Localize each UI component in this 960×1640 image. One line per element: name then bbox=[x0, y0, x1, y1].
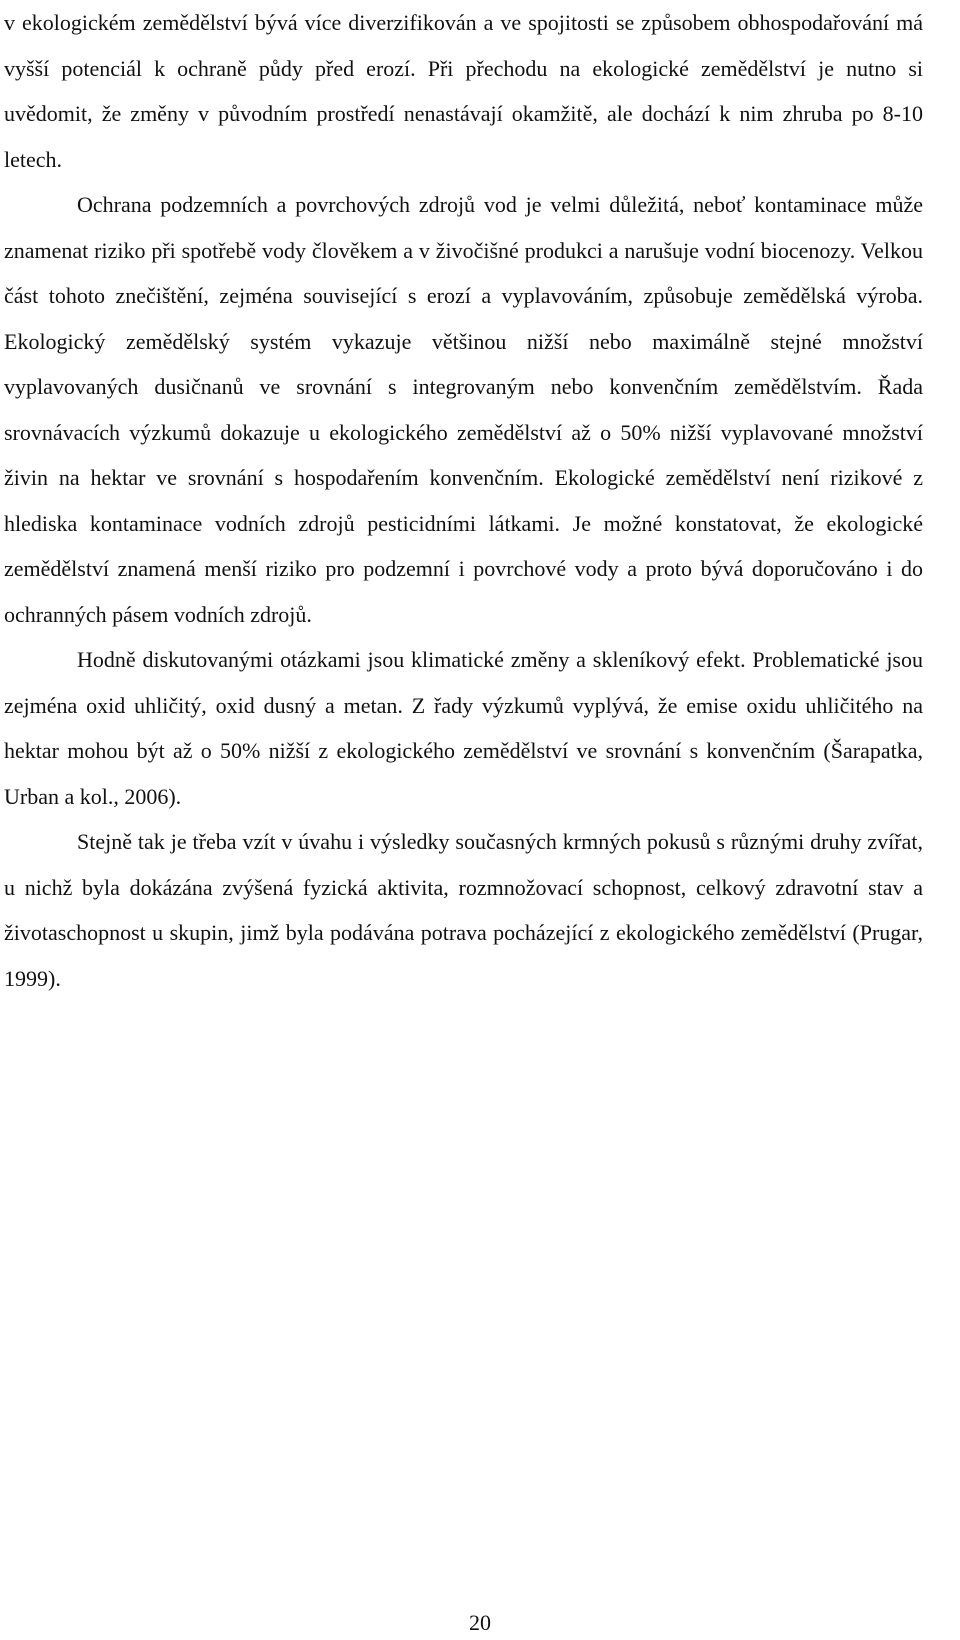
page-number: 20 bbox=[469, 1610, 491, 1635]
paragraph-erosion-continuation: v ekologickém zemědělství bývá více diverzifikován a ve spojitosti se způsobem obhospodařování má vyšší potenciál k ochraně půdy před erozí. Při přechodu na ekologické zemědělství je nutno si uvědomit, že změny v původním prostředí nenastávají okamžitě, ale dochází k nim zhruba po 8-10 letech. bbox=[4, 10, 923, 172]
paragraph-water-protection: Ochrana podzemních a povrchových zdrojů vod je velmi důležitá, neboť kontaminace může znamenat riziko při spotřebě vody člověkem a v živočišné produkci a narušuje vodní biocenozy. Velkou část tohoto znečištění, zejména související s erozí a vyplavováním, způsobuje zemědělská výroba. Ekologický zemědělský systém vykazuje většinou nižší nebo maximálně stejné množství vyplavovaných dusičnanů ve srovnání s integrovaným nebo konvenčním zemědělstvím. Řada srovnávacích výzkumů dokazuje u ekologického zemědělství až o 50% nižší vyplavované množství živin na hektar ve srovnání s hospodařením konvenčním. Ekologické zemědělství není rizikové z hlediska kontaminace vodních zdrojů pesticidními látkami. Je možné konstatovat, že ekologické zemědělství znamená menší riziko pro podzemní i povrchové vody a proto bývá doporučováno i do ochranných pásem vodních zdrojů. bbox=[4, 192, 923, 627]
paragraph-climate-change: Hodně diskutovanými otázkami jsou klimatické změny a skleníkový efekt. Problematické jsou zejména oxid uhličitý, oxid dusný a metan. Z řady výzkumů vyplývá, že emise oxidu uhličitého na hektar mohou být až o 50% nižší z ekologického zemědělství ve srovnání s konvenčním (Šarapatka, Urban a kol., 2006). bbox=[4, 647, 923, 809]
paragraph-feeding-trials: Stejně tak je třeba vzít v úvahu i výsledky současných krmných pokusů s různými druhy zvířat, u nichž byla dokázána zvýšená fyzická aktivita, rozmnožovací schopnost, celkový zdravotní stav a životaschopnost u skupin, jimž byla podávána potrava pocházející z ekologického zemědělství (Prugar, 1999). bbox=[4, 829, 923, 991]
page-body bbox=[4, 0, 923, 1001]
